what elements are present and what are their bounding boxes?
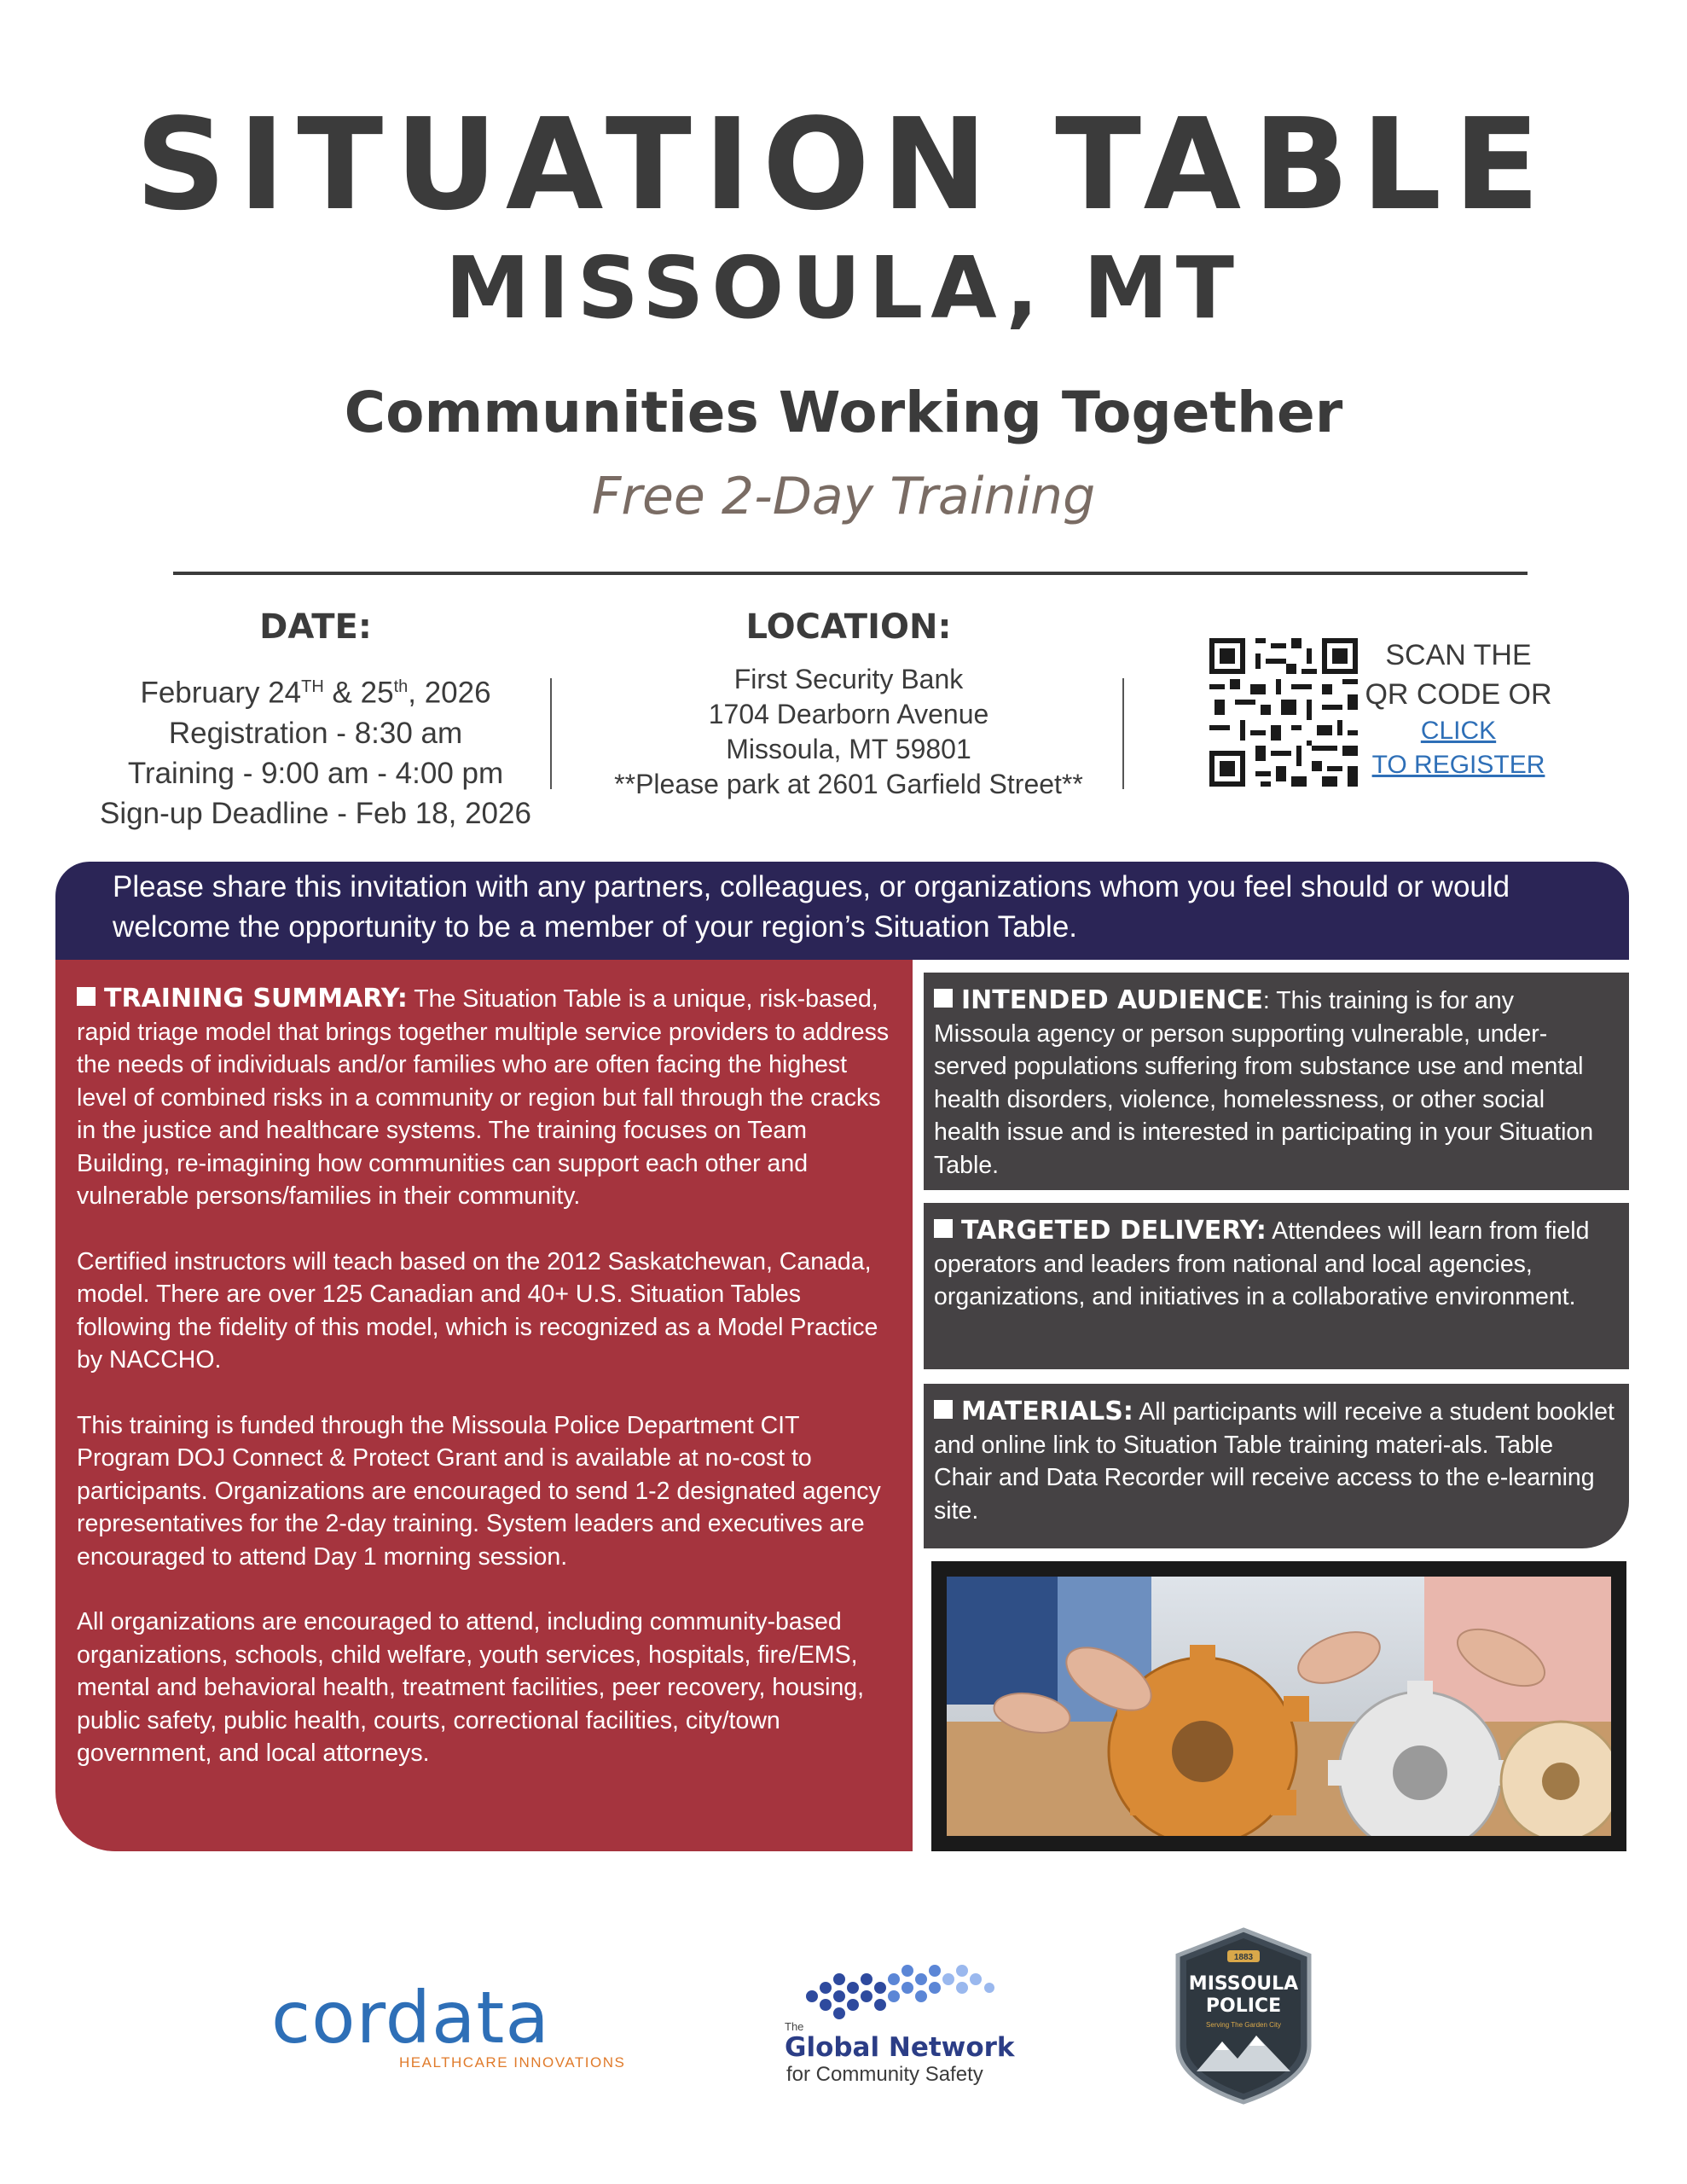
page-subtitle: MISSOULA, MT — [445, 238, 1242, 338]
square-bullet-icon — [934, 1400, 953, 1419]
summary-paragraph: All organizations are encouraged to attend, including community-based organizations, schools, child welfare, youth services, hospitals, fire/EMS, mental and behavioral health, treatment facilities, peer recovery, housing, public safety, public health, courts, correctional facilities, city/town government, and local attorneys. — [77, 1608, 865, 1767]
targeted-delivery-heading: TARGETED DELIVERY: — [961, 1216, 1267, 1246]
venue-street: 1704 Dearborn Avenue — [708, 699, 989, 729]
scan-text: QR CODE OR — [1365, 678, 1552, 711]
venue-name: First Security Bank — [733, 664, 964, 694]
materials-text: All participants will receive a student booklet and online link to Situation Table training materi-als. Table Chair and Data Recorder will receive access to the e-learning site. — [934, 1398, 1615, 1525]
global-network-logo — [776, 1962, 1015, 2090]
register-link[interactable]: TO REGISTER — [1371, 751, 1545, 779]
training-summary-text — [77, 983, 891, 1803]
location-heading: LOCATION: — [745, 607, 952, 647]
training-time: Training - 9:00 am - 4:00 pm — [127, 756, 504, 790]
qr-code-icon[interactable] — [1209, 638, 1358, 787]
summary-paragraph: The Situation Table is a unique, risk-based, rapid triage model that brings together multiple service providers to address the needs of individuals and/or families who are often facing the highest level of combined risks in a community or region but fall through the cracks in the justice and healthcare systems. The training focuses on Team Building, re-imagining how communities can support each other and vulnerable persons/families in their community. — [77, 985, 890, 1210]
page-title: SITUATION TABLE — [135, 91, 1552, 238]
training-summary-heading: TRAINING SUMMARY: — [104, 984, 408, 1014]
column-divider — [1122, 678, 1124, 789]
targeted-delivery-text: Attendees will learn from field operators and leaders from national and local agencies, organizations, and initiatives in a collaborative environment. — [934, 1217, 1590, 1310]
square-bullet-icon — [934, 1219, 953, 1238]
intended-audience-heading: INTENDED AUDIENCE — [961, 985, 1263, 1015]
gears-photo-icon — [947, 1577, 1611, 1836]
materials-heading: MATERIALS: — [961, 1397, 1133, 1426]
training-label: Free 2-Day Training — [591, 467, 1096, 526]
cordata-logo — [271, 1976, 638, 2073]
parking-note: **Please park at 2601 Garfield Street** — [614, 769, 1083, 799]
global-network-the: The — [785, 2020, 804, 2033]
teamwork-photo — [931, 1561, 1626, 1851]
svg-text:MISSOULA: MISSOULA — [1188, 1973, 1299, 1995]
date-section — [94, 606, 537, 834]
location-section — [563, 606, 1134, 802]
scan-text: SCAN THE — [1385, 639, 1532, 671]
registration-time: Registration - 8:30 am — [168, 716, 463, 750]
cordata-wordmark: cordata — [271, 1976, 550, 2059]
square-bullet-icon — [934, 989, 953, 1008]
global-network-subtitle: for Community Safety — [786, 2063, 983, 2086]
register-link[interactable]: CLICK — [1420, 717, 1497, 745]
missoula-police-badge-icon — [1171, 1926, 1316, 2106]
summary-paragraph: Certified instructors will teach based on the 2012 Saskatchewan, Canada, model. There are over 125 Canadian and 40+ U.S. Situation Tables following the fidelity of this model, which is recognized as a Model Practice by NACCHO. — [77, 1247, 878, 1374]
summary-paragraph: This training is funded through the Missoula Police Department CIT Program DOJ Connect & Protect Grant and is available at no-cost to participants. Organizations are encouraged to send 1-2 designated agency representatives for the 2-day training. System leaders and executives are encouraged to attend Day 1 morning session. — [77, 1411, 881, 1571]
intended-audience-text: : This training is for any Missoula agency or person supporting vulnerable, under-served populations suffering from substance use and mental health disorders, violence, homelessness, or other social health issue and is interested in participating in your Situation Table. — [934, 987, 1594, 1179]
tagline: Communities Working Together — [344, 380, 1343, 445]
header-divider — [173, 572, 1528, 575]
register-section — [1356, 636, 1561, 782]
intended-audience-box — [924, 973, 1629, 1190]
date-heading: DATE: — [259, 607, 372, 647]
targeted-delivery-box — [924, 1203, 1629, 1369]
svg-text:POLICE: POLICE — [1205, 1995, 1282, 2017]
global-network-name: Global Network — [785, 2032, 1015, 2063]
share-banner-text: Please share this invitation with any partners, colleagues, or organizations whom you feel should or would welcome the opportunity to be a member of your region’s Situation Table. — [113, 870, 1510, 944]
svg-text:1883: 1883 — [1233, 1953, 1254, 1962]
column-divider — [550, 678, 552, 789]
cordata-tagline: HEALTHCARE INNOVATIONS — [399, 2054, 626, 2071]
date-line: February 24TH & 25th, 2026 — [140, 676, 491, 710]
svg-text:Serving The Garden City: Serving The Garden City — [1206, 2021, 1281, 2029]
square-bullet-icon — [77, 987, 96, 1006]
materials-box — [924, 1384, 1629, 1548]
hexagon-network-icon — [802, 1962, 998, 2026]
venue-city: Missoula, MT 59801 — [726, 734, 971, 764]
signup-deadline: Sign-up Deadline - Feb 18, 2026 — [100, 796, 531, 830]
